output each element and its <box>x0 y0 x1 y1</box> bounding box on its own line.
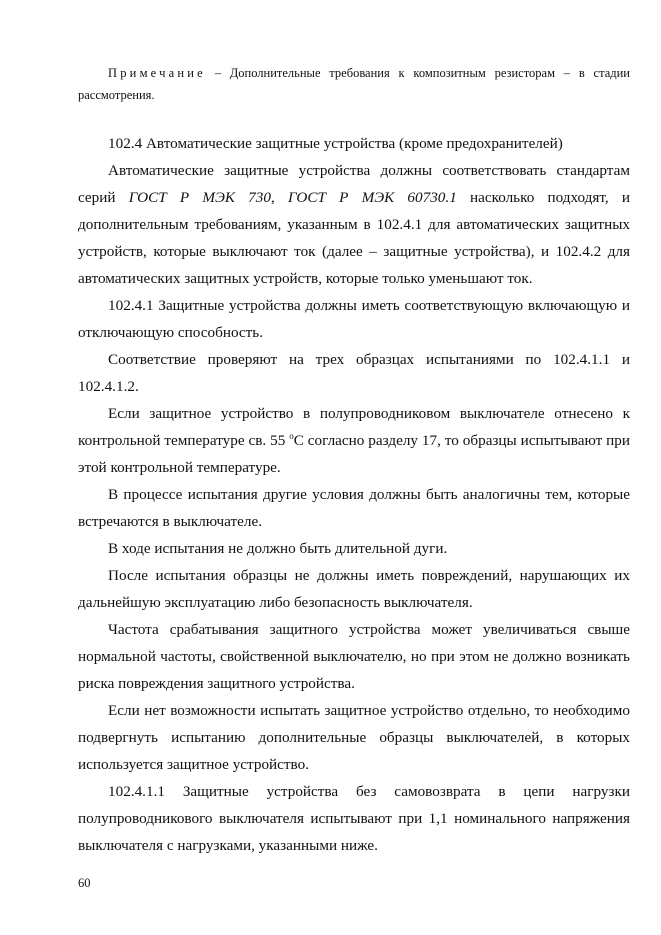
paragraph-4-text-a: Если защитное устройство в полупроводниковом выключателе отнесено к контрольной температуре св. 55 <box>78 405 630 449</box>
paragraph-6: В ходе испытания не должно быть длительной дуги. <box>108 540 448 557</box>
paragraph-1-text-a: Автоматические защитные устройства должны соответствовать стандартам серий <box>78 162 630 206</box>
document-page <box>78 62 630 859</box>
note-paragraph <box>78 62 630 106</box>
paragraph-4 <box>78 400 630 481</box>
paragraph-1-text-b: , <box>270 189 288 206</box>
note-text: – Дополнительные требования к композитным резисторам – в стадии рассмотрения. <box>78 66 630 102</box>
paragraph-2: 102.4.1 Защитные устройства должны иметь соответствующую включающую и отключающую способность. <box>78 297 630 341</box>
paragraph-1 <box>78 157 630 292</box>
paragraph-1-text-c: насколько подходят, и дополнительным требованиям, указанным в 102.4.1 для автоматических защитных устройств, которые выключают ток (далее – защитные устройства), и 102.4.2 для автоматических защитных устройств, которые только уменьшают ток. <box>78 189 630 287</box>
paragraph-9: Если нет возможности испытать защитное устройство отдельно, то необходимо подвергнуть испытанию дополнительные образцы выключателей, в которых используется защитное устройство. <box>78 702 630 773</box>
paragraph-5: В процессе испытания другие условия должны быть аналогичны тем, которые встречаются в выключателе. <box>78 486 630 530</box>
page-number: 60 <box>78 876 91 890</box>
section-heading: 102.4 Автоматические защитные устройства (кроме предохранителей) <box>108 135 563 152</box>
standard-reference-2: ГОСТ Р МЭК 60730.1 <box>287 189 457 206</box>
paragraph-8: Частота срабатывания защитного устройства может увеличиваться свыше нормальной частоты, свойственной выключателю, но при этом не должно возникать риска повреждения защитного устройства. <box>78 621 630 692</box>
paragraph-7: После испытания образцы не должны иметь повреждений, нарушающих их дальнейшую эксплуатацию либо безопасность выключателя. <box>78 567 630 611</box>
standard-reference-1: ГОСТ Р МЭК 730 <box>128 189 271 206</box>
paragraph-3: Соответствие проверяют на трех образцах испытаниями по 102.4.1.1 и 102.4.1.2. <box>78 351 630 395</box>
paragraph-4-text-b: С согласно разделу 17, то образцы испытывают при этой контрольной температуре. <box>78 432 630 476</box>
paragraph-10: 102.4.1.1 Защитные устройства без самовозврата в цепи нагрузки полупроводникового выключателя испытывают при 1,1 номинального напряжения выключателя с нагрузками, указанными ниже. <box>78 783 630 854</box>
degree-superscript: о <box>289 431 294 441</box>
note-label: Примечание <box>108 66 206 80</box>
